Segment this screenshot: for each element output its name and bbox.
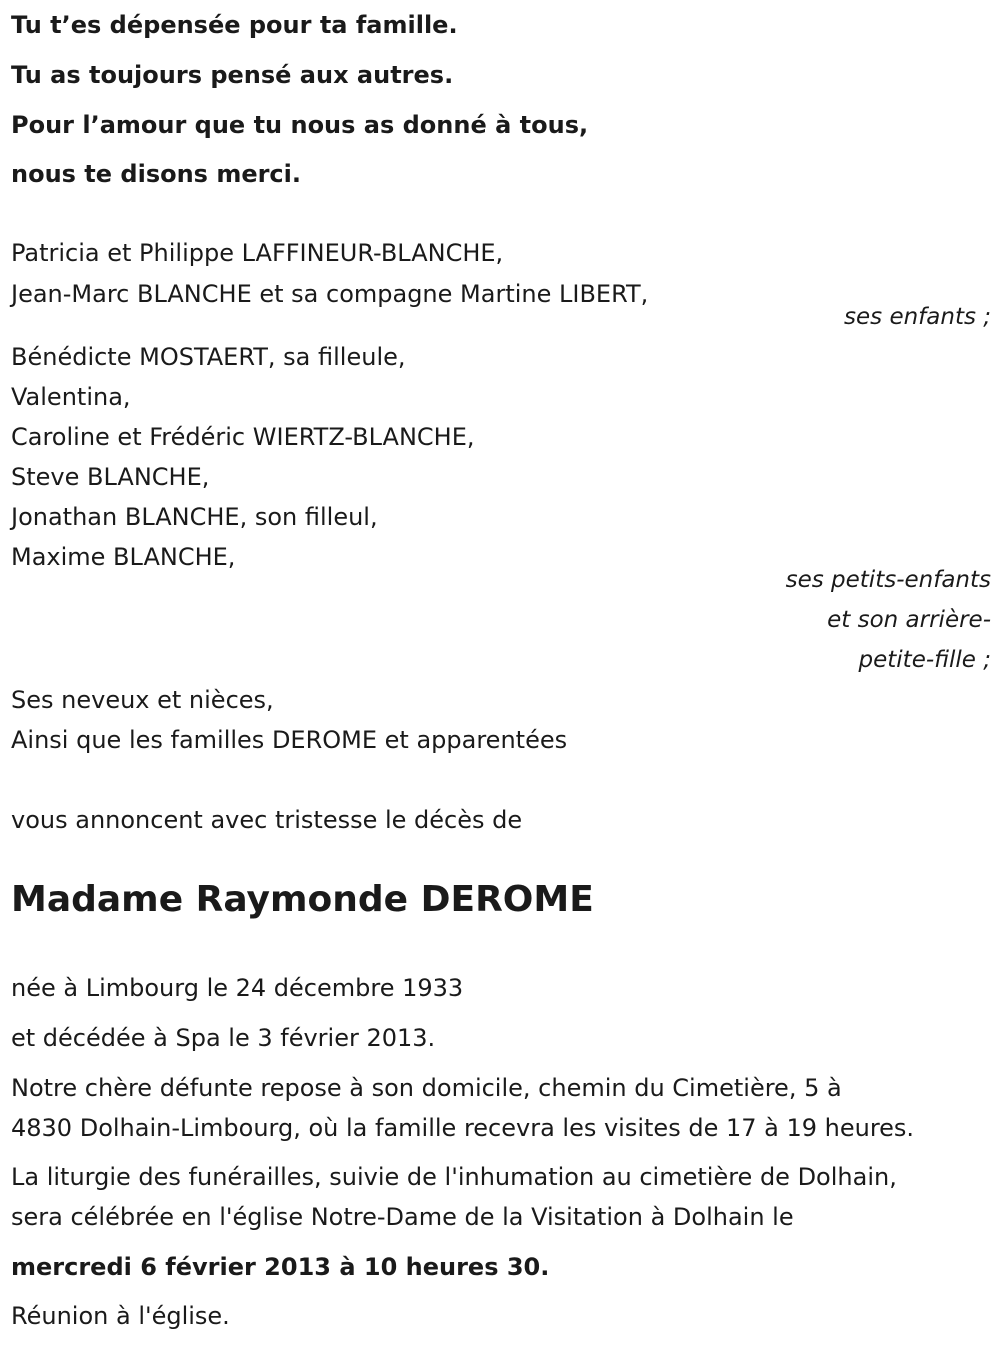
- deceased-name: Madame Raymonde DEROME: [11, 879, 594, 920]
- family-name: Jonathan BLANCHE, son filleul,: [11, 503, 378, 531]
- family-name: Caroline et Frédéric WIERTZ-BLANCHE,: [11, 423, 475, 451]
- intro-line: Tu as toujours pensé aux autres.: [11, 61, 454, 89]
- liturgy-info: sera célébrée en l'église Notre-Dame de la Visitation à Dolhain le: [11, 1203, 794, 1231]
- family-name: Valentina,: [11, 383, 131, 411]
- rest-info: Notre chère défunte repose à son domicile, chemin du Cimetière, 5 à: [11, 1074, 842, 1102]
- meeting-info: Réunion à l'église.: [11, 1302, 230, 1330]
- intro-line: Tu t’es dépensée pour ta famille.: [11, 11, 458, 39]
- children-role: ses enfants ;: [844, 304, 991, 330]
- family-name: Patricia et Philippe LAFFINEUR-BLANCHE,: [11, 239, 504, 267]
- ceremony-datetime: mercredi 6 février 2013 à 10 heures 30.: [11, 1253, 550, 1281]
- grandchildren-role: petite-fille ;: [858, 647, 991, 673]
- death-info: et décédée à Spa le 3 février 2013.: [11, 1024, 436, 1052]
- intro-line: Pour l’amour que tu nous as donné à tous,: [11, 111, 589, 139]
- birth-info: née à Limbourg le 24 décembre 1933: [11, 974, 464, 1002]
- intro-line: nous te disons merci.: [11, 160, 302, 188]
- family-name: Jean-Marc BLANCHE et sa compagne Martine LIBERT,: [11, 280, 649, 308]
- family-name: Bénédicte MOSTAERT, sa filleule,: [11, 343, 406, 371]
- family-name: Steve BLANCHE,: [11, 463, 210, 491]
- rest-info: 4830 Dolhain-Limbourg, où la famille recevra les visites de 17 à 19 heures.: [11, 1114, 915, 1142]
- liturgy-info: La liturgie des funérailles, suivie de l'inhumation au cimetière de Dolhain,: [11, 1163, 897, 1191]
- grandchildren-role: et son arrière-: [827, 607, 991, 633]
- family-name: Ainsi que les familles DEROME et apparentées: [11, 726, 568, 754]
- announcement: vous annoncent avec tristesse le décès de: [11, 806, 523, 834]
- family-name: Ses neveux et nièces,: [11, 686, 274, 714]
- grandchildren-role: ses petits-enfants: [785, 567, 991, 593]
- family-name: Maxime BLANCHE,: [11, 543, 236, 571]
